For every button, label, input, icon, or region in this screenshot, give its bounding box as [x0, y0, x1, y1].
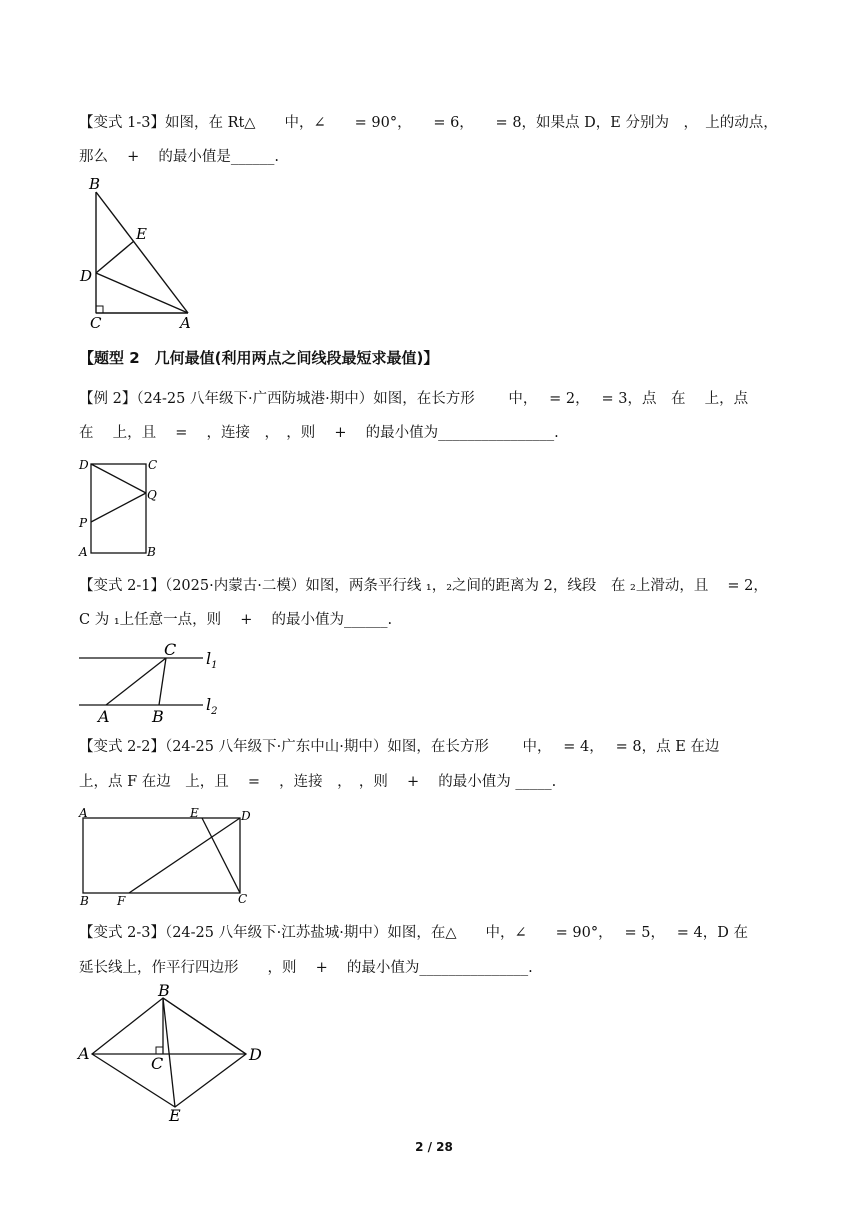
figure-rectangle-pq: [75, 455, 175, 565]
section-heading: 【题型 2 几何最值(利用两点之间线段最短求最值)】: [79, 349, 439, 367]
label-a: A: [79, 806, 88, 820]
label-c: C: [148, 458, 158, 472]
ex2-line2: 在 上，且 = ，连接 ， ，则 + 的最小值为________________.: [79, 425, 559, 441]
label-d: D: [241, 809, 251, 823]
v23-line2: 延长线上，作平行四边形 ，则 + 的最小值为_______________.: [79, 960, 533, 976]
label-b: B: [152, 707, 164, 726]
label-d: D: [79, 458, 89, 472]
figure-parallel-lines: [75, 637, 235, 727]
label-e: E: [136, 225, 147, 243]
label-q: Q: [147, 488, 157, 502]
label-a: A: [79, 545, 88, 559]
q13-line1: 【变式 1-3】如图，在 Rt△ 中，∠ = 90°， = 6， = 8，如果点 D，E 分别为 ， 上的动点，: [79, 115, 778, 131]
figure-rectangle-ef: [75, 803, 265, 911]
label-a: A: [98, 707, 110, 726]
label-c: C: [164, 640, 177, 659]
label-b: B: [158, 981, 170, 1000]
label-c: C: [151, 1054, 164, 1073]
label-a: A: [180, 314, 191, 332]
figure-right-triangle: [75, 172, 205, 332]
label-b: B: [89, 175, 101, 193]
q13-line2: 那么 + 的最小值是______.: [79, 149, 279, 165]
label-e: E: [190, 806, 199, 820]
v21-line2: C 为 ₁上任意一点，则 + 的最小值为______.: [79, 612, 393, 628]
label-d: D: [80, 267, 93, 285]
label-l2: $l_2$: [206, 695, 218, 717]
label-a: A: [78, 1044, 90, 1063]
label-l1: $l_1$: [206, 649, 218, 671]
v23-line1: 【变式 2-3】（24-25 八年级下·江苏盐城·期中）如图，在△ 中，∠ = 90°， = 5， = 4，D 在: [79, 925, 749, 941]
ex2-line1: 【例 2】（24-25 八年级下·广西防城港·期中）如图，在长方形 中， = 2， = 3，点 在 上，点: [79, 391, 749, 407]
label-p: P: [79, 516, 88, 530]
label-f: F: [117, 894, 126, 908]
figure-parallelogram: [75, 980, 275, 1128]
page-number: 2 / 28: [415, 1140, 453, 1154]
label-c: C: [90, 314, 102, 332]
label-b: B: [80, 894, 89, 908]
v22-line2: 上，点 F 在边 上，且 = ，连接 ， ，则 + 的最小值为 _____.: [79, 774, 557, 790]
label-b: B: [147, 545, 156, 559]
v22-line1: 【变式 2-2】（24-25 八年级下·广东中山·期中）如图，在长方形 中， = 4， = 8，点 E 在边: [79, 739, 720, 755]
label-e: E: [169, 1106, 181, 1125]
v21-line1: 【变式 2-1】（2025·内蒙古·二模）如图，两条平行线 ₁，₂之间的距离为 2，线段 在 ₂上滑动，且 = 2，: [79, 578, 768, 594]
label-c: C: [238, 892, 248, 906]
label-d: D: [249, 1045, 262, 1064]
